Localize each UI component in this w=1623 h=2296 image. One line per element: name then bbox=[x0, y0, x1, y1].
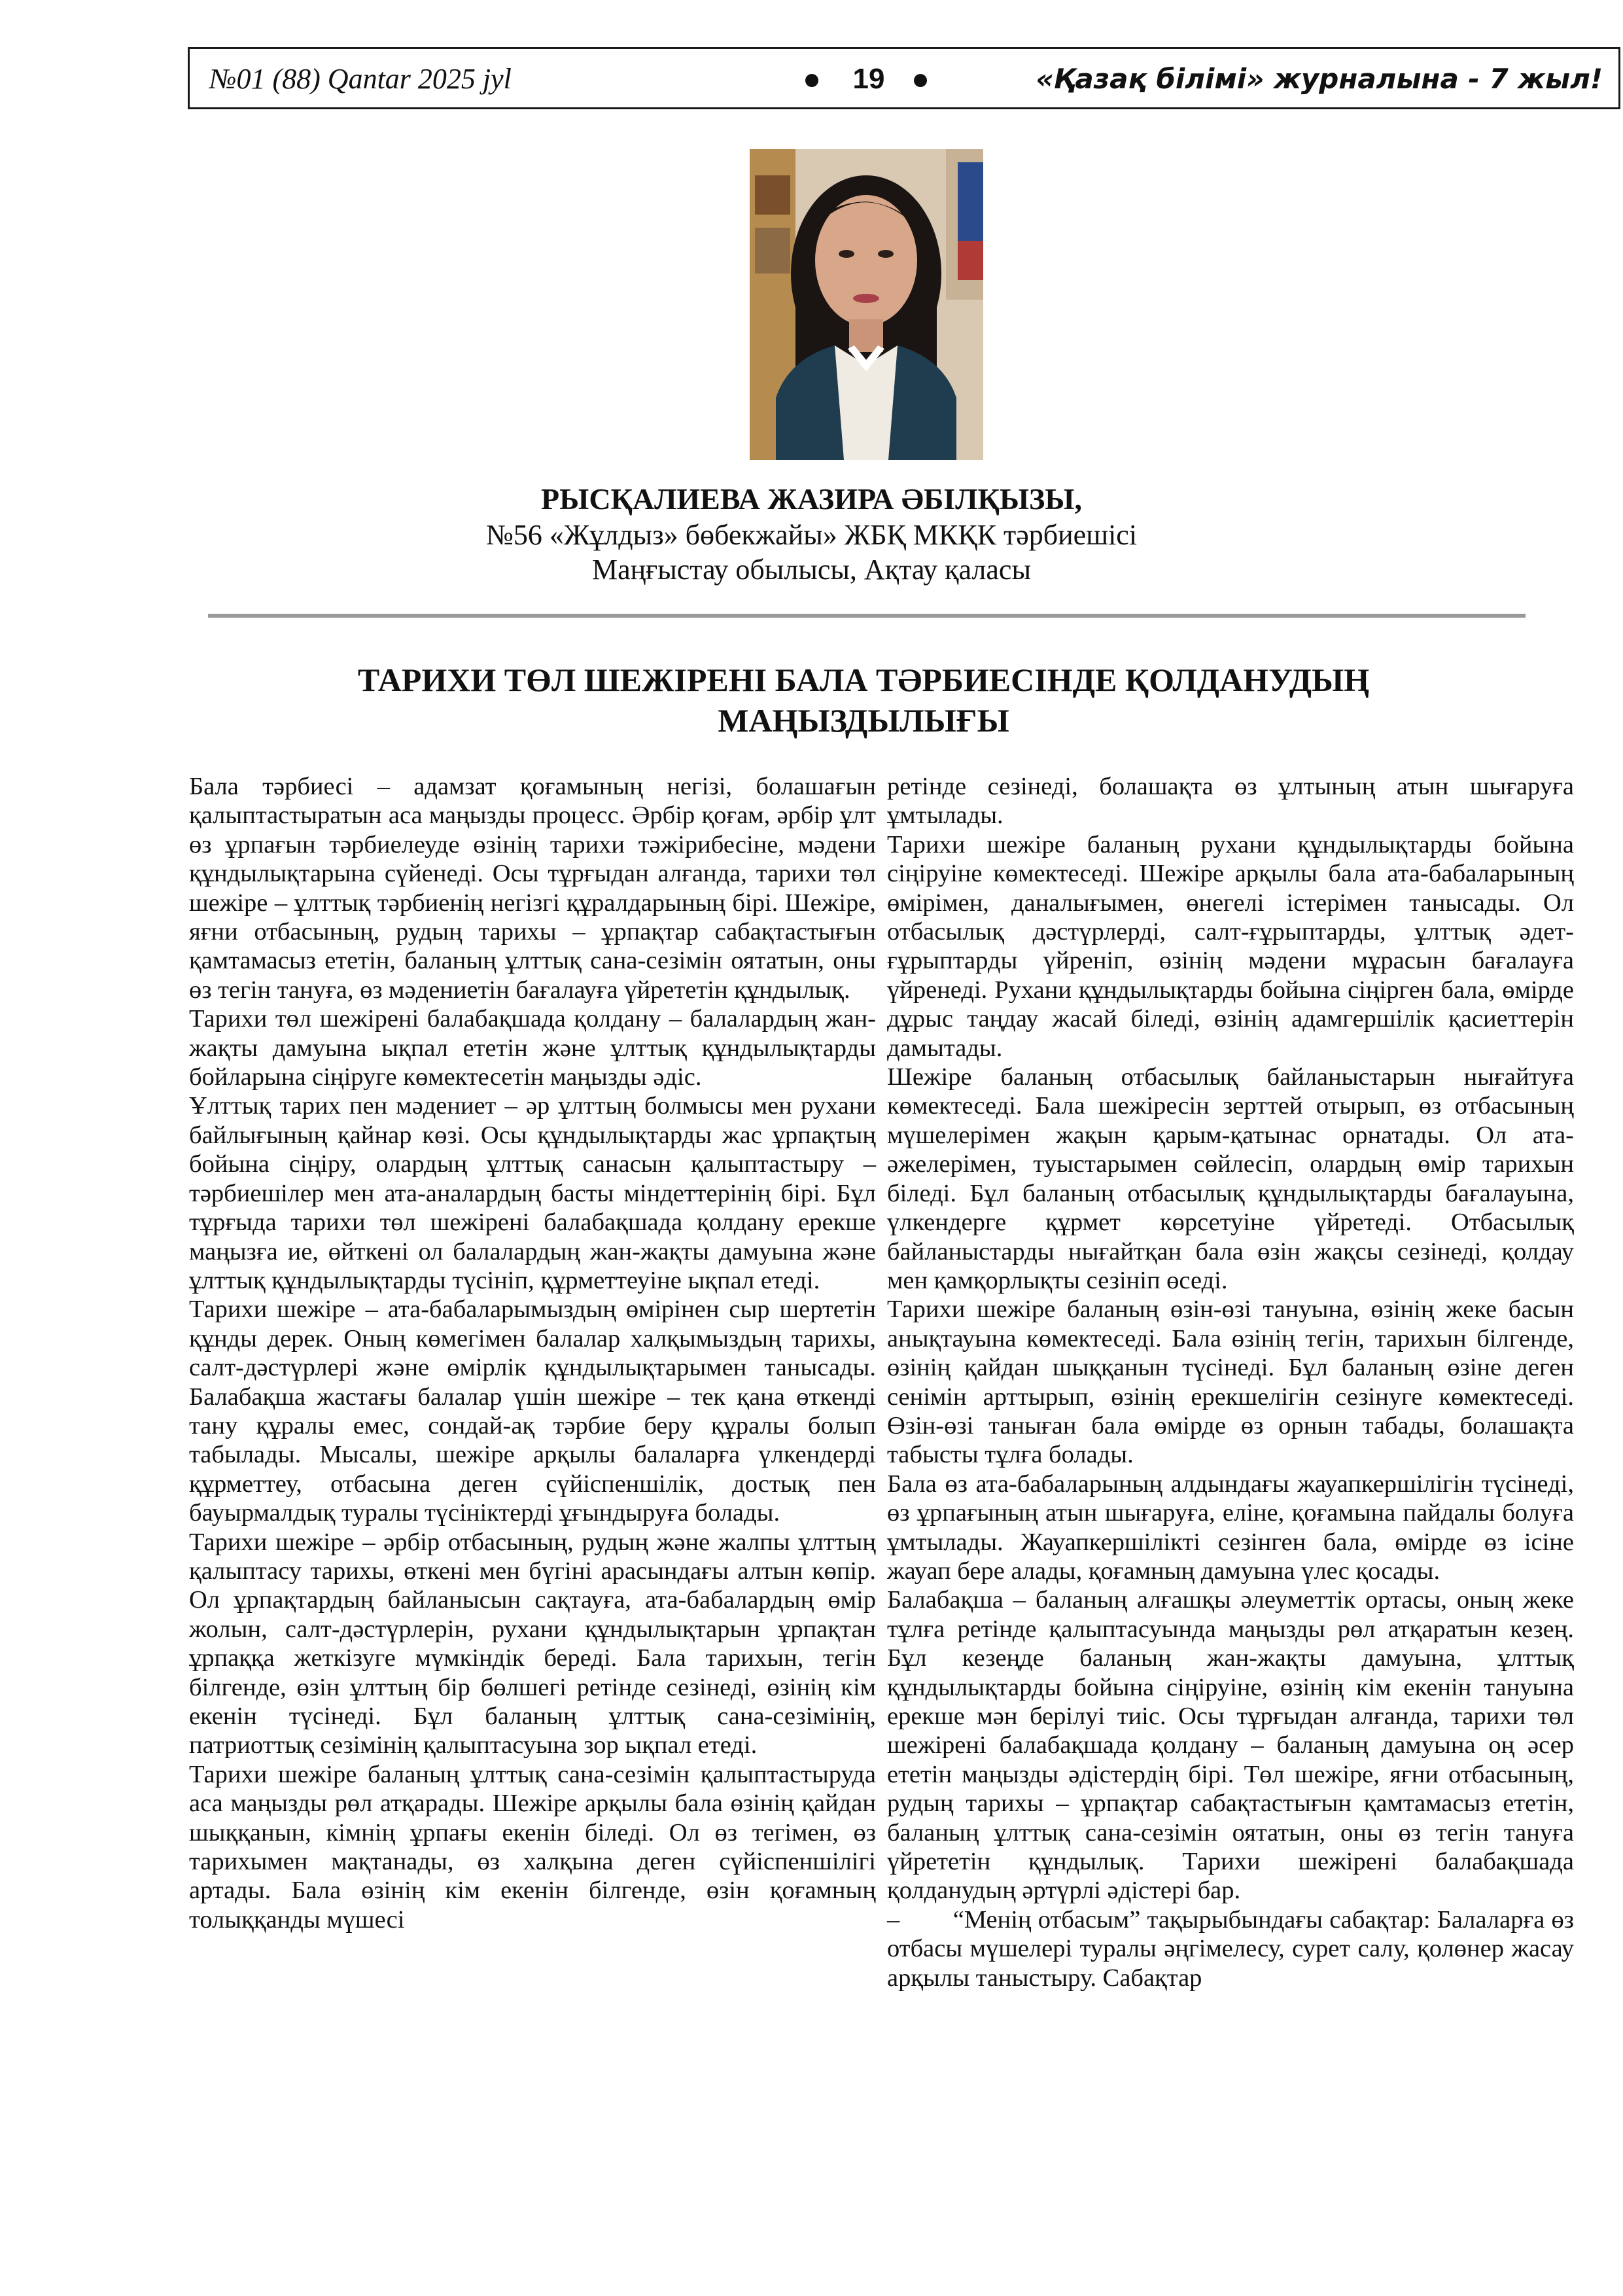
issue-label: №01 (88) Qantar 2025 jyl bbox=[209, 63, 512, 95]
running-header bbox=[188, 47, 1620, 109]
paragraph: Тарихи шежіре – ата-бабаларымыздың өмірінен сыр шертетін құнды дерек. Оның көмегімен балалар халқымыздың тарихы, салт-дәстүрлері және өмірлік құндылықтарымен танысады. Балабақша жастағы балалар үшін шежіре – тек қана өткенді тану құралы емес, сондай-ақ тәрбие беру құралы болып табылады. Мысалы, шежіре арқылы балаларға үлкендерді құрметтеу, отбасына деген сүйіспеншілік, достық пен бауырмалдық туралы түсініктерді ұғындыруға болады. bbox=[189, 1296, 876, 1527]
author-photo bbox=[750, 149, 983, 460]
paragraph: Ұлттық тарих пен мәдениет – әр ұлттың болмысы мен рухани байлығының қайнар көзі. Осы құндылықтарды жас ұрпақтың бойына сіңіру, олардың ұлттық санасын қалыптастыру – тәрбиешілер мен ата-аналардың басты міндеттерінің бірі. Бұл тұрғыда тарихи төл шежірені балабақшада қолдану ерекше маңызға ие, өйткені ол балалардың жан-жақты дамуына және ұлттық құндылықтарды түсініп, құрметтеуіне ықпал етеді. bbox=[189, 1092, 876, 1294]
journal-tagline: «Қазақ білімі» журналына - 7 жыл! bbox=[1036, 63, 1603, 95]
list-item: – “Менің отбасым” тақырыбындағы сабақтар: Балаларға өз отбасы мүшелері туралы әңгімелесу, сурет салу, қолөнер жасау арқылы таныстыру. Сабақтар bbox=[887, 1905, 1574, 1992]
page-number: 19 bbox=[852, 63, 885, 95]
bullet-right-icon bbox=[914, 74, 927, 87]
left-column bbox=[189, 772, 876, 1934]
paragraph: Тарихи шежіре баланың өзін-өзі тануына, өзінің жеке басын анықтауына көмектеседі. Бала өзінің тегін, тарихын білгенде, өзінің қайдан шыққанын түсінеді. Бұл баланың өзіне деген сенімін арттырып, өзінің ерекшелігін сезінуге көмектеседі. Өзін-өзі таныған бала өмірде өз орнын табады, болашақта табысты тұлға болады. bbox=[887, 1296, 1574, 1469]
author-location: Маңғыстау обылысы, Ақтау қаласы bbox=[591, 554, 1032, 586]
section-divider bbox=[208, 614, 1526, 618]
author-name: РЫСҚАЛИЕВА ЖАЗИРА ӘБІЛҚЫЗЫ, bbox=[541, 482, 1082, 516]
article-title bbox=[196, 660, 1531, 741]
paragraph: Тарихи шежіре баланың ұлттық сана-сезімін қалыптастыруда аса маңызды рөл атқарады. Шежіре арқылы бала өзінің қайдан шыққанын, кімнің ұрпағы екенін біледі. Ол өз тегімен, өз тарихымен мақтанады, өз халқына деген сүйіспеншілігі артады. Бала өзінің кім екенін білгенде, өзін қоғамның толыққанды мүшесі bbox=[189, 1760, 876, 1934]
paragraph: Балабақша – баланың алғашқы әлеуметтік ортасы, оның жеке тұлға ретінде қалыптасуында маңызды рөл атқаратын кезең. Бұл кезеңде баланың жан-жақты дамуына, ұлттық құндылықтарды бойына сіңіруіне, өзінің кім екенін тануына ерекше мән берілуі тиіс. Осы тұрғыдан алғанда, тарихи төл шежірені балабақшада қолдану – баланың дамуына оң әсер ететін маңызды әдістердің бірі. Төл шежіре, яғни отбасының, рудың тарихы – ұрпақтар сабақтастығын қамтамасыз ететін, баланың ұлттық сана-сезімін оятатын, оны өз тегін тануға үйрететін құндылық. Тарихи шежірені балабақшада қолданудың әртүрлі әдістері бар. bbox=[887, 1586, 1574, 1905]
paragraph: Бала тәрбиесі – адамзат қоғамының негізі, болашағын қалыптастыратын аса маңызды процесс. Әрбір қоғам, әрбір ұлт өз ұрпағын тәрбиелеуде өзінің тарихи тәжірибесіне, мәдени құндылықтарына сүйенеді. Осы тұрғыдан алғанда, тарихи төл шежіре – ұлттық тәрбиенің негізгі құралдарының бірі. Шежіре, яғни отбасының, рудың тарихы – ұрпақтар сабақтастығын қамтамасыз ететін, баланың ұлттық сана-сезімін оятатын, оны өз тегін тануға, өз мәдениетін бағалауға үйрететін құндылық. bbox=[189, 773, 876, 1004]
paragraph: Бала өз ата-бабаларының алдындағы жауапкершілігін түсінеді, өз ұрпағының атын шығаруға, еліне, қоғамына пайдалы болуға ұмтылады. Жауапкершілікті сезінген бала, өмірде өз ісіне жауап бере алады, қоғамның дамуына үлес қосады. bbox=[887, 1470, 1574, 1585]
article-title-line: МАҢЫЗДЫЛЫҒЫ bbox=[718, 702, 1009, 739]
author-position: №56 «Жұлдыз» бөбекжайы» ЖБҚ МКҚК тәрбиешісі bbox=[485, 519, 1138, 551]
author-block bbox=[0, 481, 1623, 587]
paragraph: Тарихи төл шежірені балабақшада қолдану – балалардың жан-жақты дамуына ықпал ететін және ұлттық құндылықтарды бойларына сіңіруге көмектесетін маңызды әдіс. bbox=[189, 1005, 876, 1091]
paragraph: Тарихи шежіре – әрбір отбасының, рудың және жалпы ұлттың қалыптасу тарихы, өткені мен бүгіні арасындағы алтын көпір. Ол ұрпақтардың байланысын сақтауға, ата-бабалардың өмір жолын, салт-дәстүрлерін, рухани құндылықтарын ұрпақтан ұрпаққа жеткізуге мүмкіндік береді. Бала тарихын, тегін білгенде, өзін ұлттың бір бөлшегі ретінде сезінеді, өзінің кім екенін түсінеді. Бұл баланың ұлттық сана-сезімінің, патриоттық сезімінің қалыптасуына зор ықпал етеді. bbox=[189, 1528, 876, 1759]
bullet-left-icon bbox=[805, 74, 818, 87]
article-title-line: ТАРИХИ ТӨЛ ШЕЖІРЕНІ БАЛА ТӘРБИЕСІНДЕ ҚОЛДАНУДЫҢ bbox=[357, 662, 1370, 698]
paragraph: Шежіре баланың отбасылық байланыстарын нығайтуға көмектеседі. Бала шежіресін зерттей отырып, өз отбасының мүшелерімен жақын қарым-қатынас орнатады. Ол ата-әжелерімен, туыстарымен сөйлесіп, олардың өмір тарихын біледі. Бұл баланың отбасылық құндылықтарды бағалауына, үлкендерге құрмет көрсетуіне үйретеді. Отбасылық байланыстарды нығайтқан бала өзін жақсы сезінеді, қолдау мен қамқорлықты сезініп өседі. bbox=[887, 1063, 1574, 1294]
paragraph: Тарихи шежіре баланың рухани құндылықтарды бойына сіңіруіне көмектеседі. Шежіре арқылы бала ата-бабаларының өмірімен, даналығымен, өнегелі істерімен танысады. Ол отбасылық дәстүрлерді, салт-ғұрыптарды, ұлттық әдет-ғұрыптарды үйреніп, өзінің мәдени мұрасын бағалауға үйренеді. Рухани құндылықтарды бойына сіңірген бала, өмірде дұрыс таңдау жасай біледі, өзінің адамгершілік қасиеттерін дамытады. bbox=[887, 830, 1574, 1062]
right-column bbox=[887, 772, 1574, 1992]
paragraph: ретінде сезінеді, болашақта өз ұлтының атын шығаруға ұмтылады. bbox=[887, 773, 1574, 830]
